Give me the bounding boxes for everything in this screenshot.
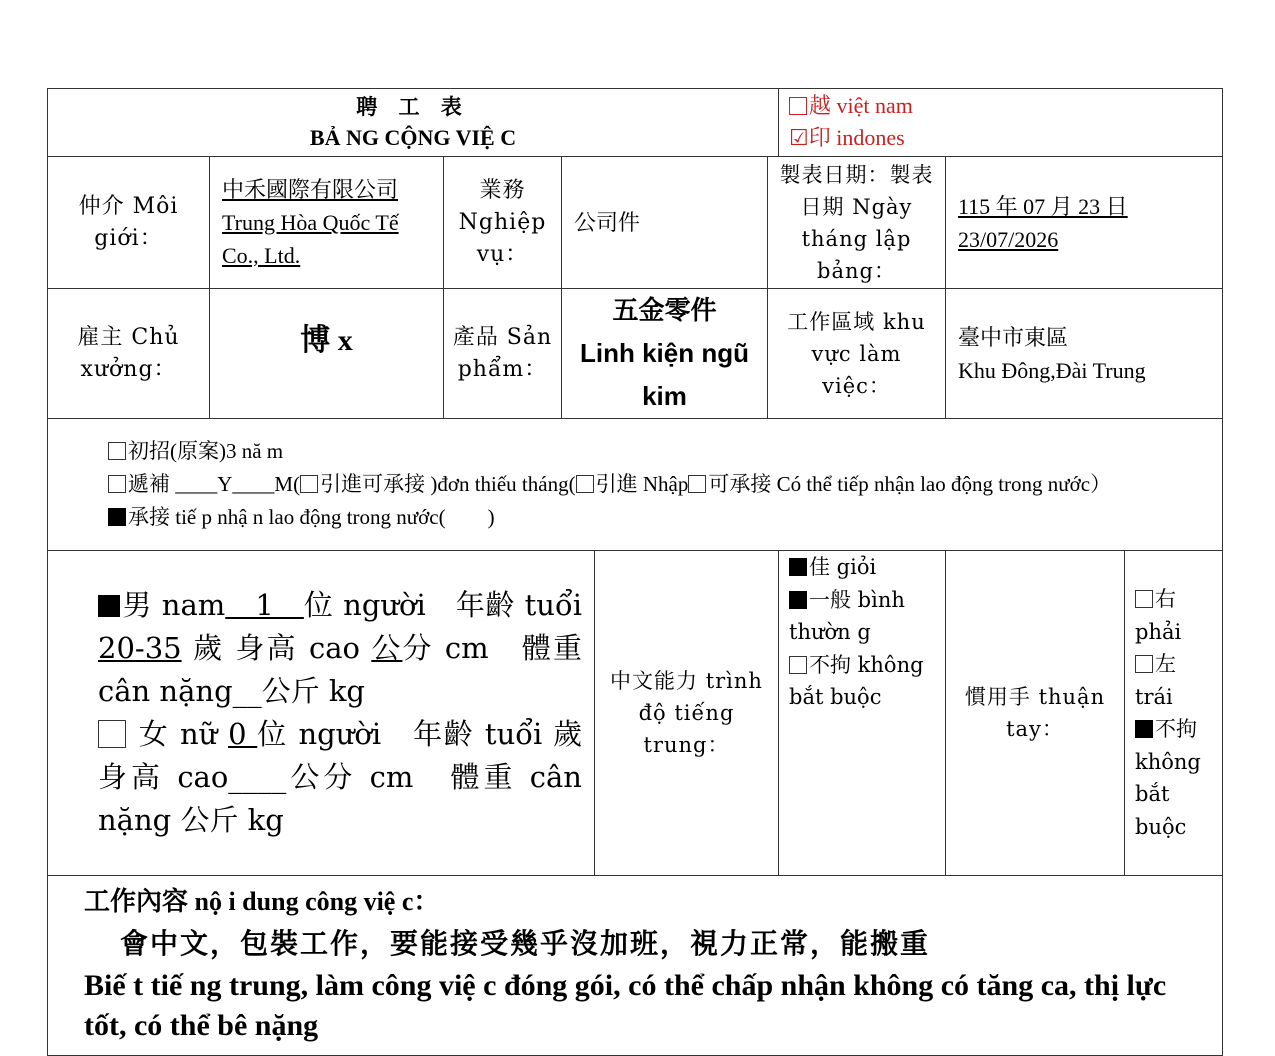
work-content-title: 工作內容 nộ i dung công việ c： — [84, 887, 440, 916]
work-area-vi: Khu Đông,Đài Trung — [958, 357, 1146, 383]
language-options — [779, 89, 1223, 157]
unchecked-box-icon — [108, 442, 126, 460]
date-label: 製表日期：製表日期 Ngày tháng lập bảng： — [768, 157, 946, 289]
recruit-type-cell — [48, 419, 1223, 551]
unchecked-box-icon — [98, 720, 126, 748]
work-area-label: 工作區域 khu vực làm việc： — [768, 289, 946, 419]
employer-value: 博 x — [210, 289, 444, 419]
unchecked-box-icon — [300, 475, 318, 493]
recruit-option-replacement[interactable]: 遞補 ____Y____M( 引進可承接 )đơn thiếu tháng( 引進 Nhập 可承接 Có thể tiếp nhận lao động trong nước） — [60, 468, 1212, 501]
business-value: 公司件 — [562, 157, 768, 289]
recruit-option-domestic[interactable]: 承接 tiế p nhậ n lao động trong nước( ) — [60, 501, 1212, 534]
chinese-ability-options — [779, 551, 946, 876]
form-title-cell — [48, 89, 779, 157]
filled-box-icon — [1135, 720, 1153, 738]
unchecked-box-icon — [108, 475, 126, 493]
date-roc: 115 年 07 月 23 日 — [958, 193, 1128, 219]
checked-box-icon: ☑ — [789, 126, 809, 151]
filled-box-icon — [108, 508, 126, 526]
job-form — [47, 88, 1222, 1048]
agency-value: 中禾國際有限公司 Trung Hòa Quốc Tế Co., Ltd. — [210, 157, 444, 289]
recruit-option-initial[interactable]: 初招(原案)3 nă m — [60, 435, 1212, 468]
handedness-any[interactable]: 不拘 không bắt buộc — [1135, 717, 1201, 839]
unchecked-box-icon — [576, 475, 594, 493]
work-content-zh: 會中文，包裝工作，要能接受幾乎沒加班，視力正常，能搬重 — [120, 929, 931, 960]
unchecked-box-icon — [688, 475, 706, 493]
date-gregorian: 23/07/2026 — [958, 226, 1059, 252]
male-age: 20-35 — [98, 631, 182, 665]
filled-box-icon — [98, 595, 120, 617]
work-area-value — [946, 289, 1223, 419]
unchecked-box-icon — [1135, 655, 1153, 673]
work-content-vi: Biế t tiế ng trung, làm công việ c đóng gói, có thể chấp nhận không có tăng ca, thị lực tốt, có thể bê nặng — [84, 969, 1167, 1042]
lang-option-vietnam[interactable]: 越 việt nam — [789, 90, 1222, 122]
female-prefix: 女 nữ — [128, 717, 229, 751]
chinese-ability-good[interactable]: 佳 giỏi — [789, 551, 937, 584]
employer-label: 雇主 Chủ xưởng： — [48, 289, 210, 419]
work-content-cell — [48, 876, 1223, 1056]
form-title-zh: 聘 工 表 — [356, 94, 470, 119]
filled-box-icon — [789, 591, 807, 609]
business-label: 業務 Nghiệp vụ： — [444, 157, 562, 289]
form-title-vi: BẢ NG CỘNG VIỆ C — [309, 124, 517, 150]
product-vi: Linh kiện ngũ kim — [580, 338, 749, 411]
unchecked-box-icon — [1135, 590, 1153, 608]
male-prefix: 男 nam — [122, 588, 226, 622]
job-form-table — [47, 88, 1223, 1056]
lang-option-indonesia[interactable]: ☑印 indones — [789, 125, 905, 151]
unchecked-box-icon — [789, 656, 807, 674]
handedness-right[interactable]: 右 phải — [1135, 587, 1182, 644]
chinese-ability-label: 中文能力 trình độ tiếng trung： — [595, 551, 779, 876]
product-label: 產品 Sản phẩm： — [444, 289, 562, 419]
handedness-options — [1125, 551, 1223, 876]
date-value — [946, 157, 1223, 289]
product-value — [562, 289, 768, 419]
female-count: 0 — [228, 717, 258, 751]
male-count: 1 — [225, 588, 304, 622]
agency-label: 仲介 Môi giới： — [48, 157, 210, 289]
gender-requirements: 男 nam 1 位 người 年齡 tuổi 20-35 歲 身高 cao 公分 cm 體重 cân nặng__公斤 kg 女 nữ 0 位 người 年齡 tuổi 歲 身高 cao____公分 cm 體重 cân nặng 公斤 kg — [48, 551, 595, 876]
product-zh: 五金零件 — [612, 295, 717, 325]
chinese-ability-any[interactable]: 不拘 không bắt buộc — [789, 652, 924, 709]
handedness-label: 慣用手 thuận tay： — [946, 551, 1125, 876]
chinese-ability-normal[interactable]: 一般 bình thườn g — [789, 587, 905, 644]
unchecked-box-icon — [789, 97, 807, 115]
handedness-left[interactable]: 左 trái — [1135, 652, 1176, 709]
work-area-zh: 臺中市東區 — [958, 324, 1069, 350]
filled-box-icon — [789, 558, 807, 576]
